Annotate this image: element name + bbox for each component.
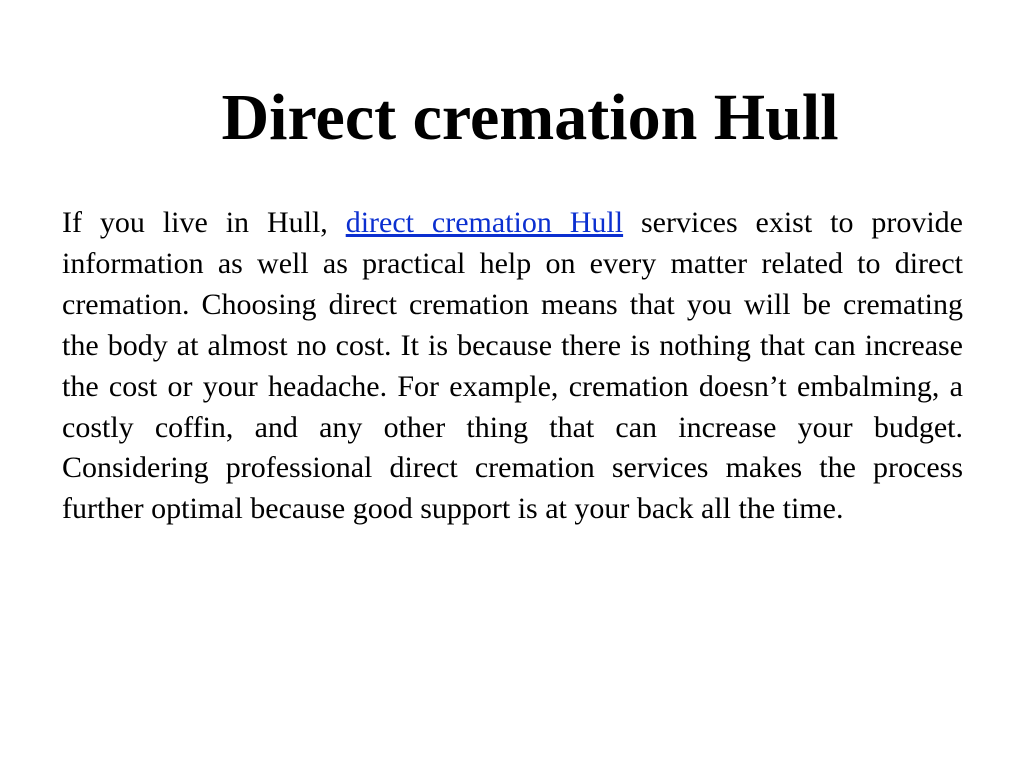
paragraph-body-text: services exist to provide information as well as practical help on every matter related to direct cremation. Choosing direct cremation means that you will be cremating the body at almost no cost. It is because there is nothing that can increase the cost or your headache. For example, cremation doesn’t embalming, a costly coffin, and any other thing that can increase your budget. Considering professional direct cremation services makes the process further optimal because good support is at your back all the time. [62,206,963,526]
direct-cremation-hull-link[interactable]: direct cremation Hull [345,206,624,239]
body-paragraph [62,203,963,530]
paragraph-intro-text: If you live in Hull, [62,206,346,239]
slide-title: Direct cremation Hull [221,81,839,154]
